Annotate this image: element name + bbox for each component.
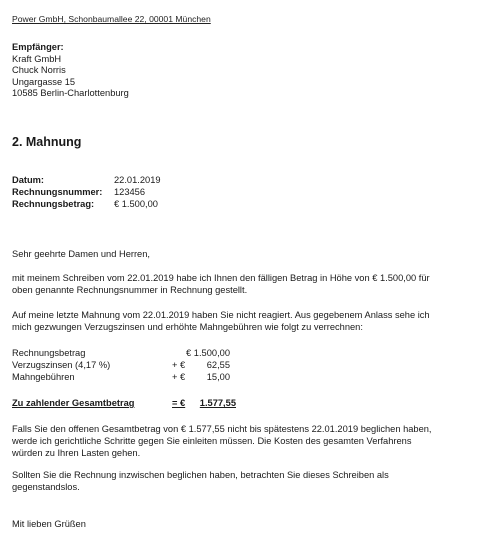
total-value: 1.577,55 [199, 398, 236, 408]
paragraph-line: würden zu Ihren Lasten gehen. [12, 448, 141, 458]
paragraph-invoice-reference [12, 272, 430, 296]
salutation: Sehr geehrte Damen und Herren, [12, 249, 150, 259]
recipient-line: Kraft GmbH [12, 53, 62, 64]
amount-label: Verzugszinsen (4,17 %) [12, 360, 111, 370]
meta-row-date [12, 174, 161, 186]
paragraph-already-paid [12, 469, 389, 493]
paragraph-line: Auf meine letzte Mahnung vom 22.01.2019 haben Sie nicht reagiert. Aus gegebenem Anlass sehe ich [12, 310, 430, 320]
meta-value: € 1.500,00 [114, 199, 158, 209]
amount-sign: + € [172, 372, 186, 382]
recipient-line: Chuck Norris [12, 65, 66, 75]
amounts-table [12, 347, 230, 383]
amount-label: Mahngebühren [12, 372, 75, 382]
paragraph-line: mit meinem Schreiben vom 22.01.2019 habe ich Ihnen den fälligen Betrag in Höhe von € 1.500,00 für [12, 273, 430, 283]
amount-value: 62,55 [206, 360, 230, 370]
meta-value: 123456 [114, 187, 146, 197]
paragraph-reminder [12, 309, 430, 333]
recipient-block [12, 42, 129, 100]
amount-row [12, 371, 230, 383]
amount-label: Rechnungsbetrag [12, 348, 86, 358]
paragraph-line: gegenstandslos. [12, 482, 80, 492]
recipient-line: Ungargasse 15 [12, 76, 76, 87]
invoice-meta [12, 174, 161, 210]
paragraph-line: Falls Sie den offenen Gesamtbetrag von € 1.577,55 nicht bis spätestens 22.01.2019 beglichen haben, [12, 424, 432, 434]
total-label: Zu zahlender Gesamtbetrag [12, 398, 135, 408]
meta-label: Rechnungsnummer: [12, 187, 103, 197]
paragraph-line: mich gezwungen Verzugszinsen und erhöhte Mahngebühren wie folgt zu verrechnen: [12, 322, 363, 332]
meta-row-invoice-amount [12, 198, 161, 210]
paragraph-line: werde ich gerichtliche Schritte gegen Sie einleiten müssen. Die Kosten des gesamten Verfahrens [12, 436, 412, 446]
closing-line: Mit lieben Grüßen [12, 519, 86, 529]
meta-row-invoice-number [12, 186, 161, 198]
sender-address-line: Power GmbH, Schonbaumallee 22, 00001 München [12, 14, 211, 24]
meta-label: Datum: [12, 175, 45, 185]
amount-row [12, 347, 230, 359]
amount-row [12, 359, 230, 371]
total-amount-row [12, 398, 236, 408]
meta-value: 22.01.2019 [114, 175, 161, 185]
recipient-heading: Empfänger: [12, 42, 64, 52]
paragraph-line: oben genannte Rechnungsnummer in Rechnung gestellt. [12, 285, 248, 295]
document-title: 2. Mahnung [12, 135, 82, 149]
amount-sign: + € [172, 360, 186, 370]
amount-value: € 1.500,00 [186, 348, 230, 358]
paragraph-legal-notice [12, 423, 432, 459]
recipient-line: 10585 Berlin-Charlottenburg [12, 88, 129, 98]
meta-label: Rechnungsbetrag: [12, 199, 95, 209]
amount-value: 15,00 [206, 372, 230, 382]
total-sign: = € [172, 398, 186, 408]
paragraph-line: Sollten Sie die Rechnung inzwischen beglichen haben, betrachten Sie dieses Schreiben als [12, 470, 389, 480]
